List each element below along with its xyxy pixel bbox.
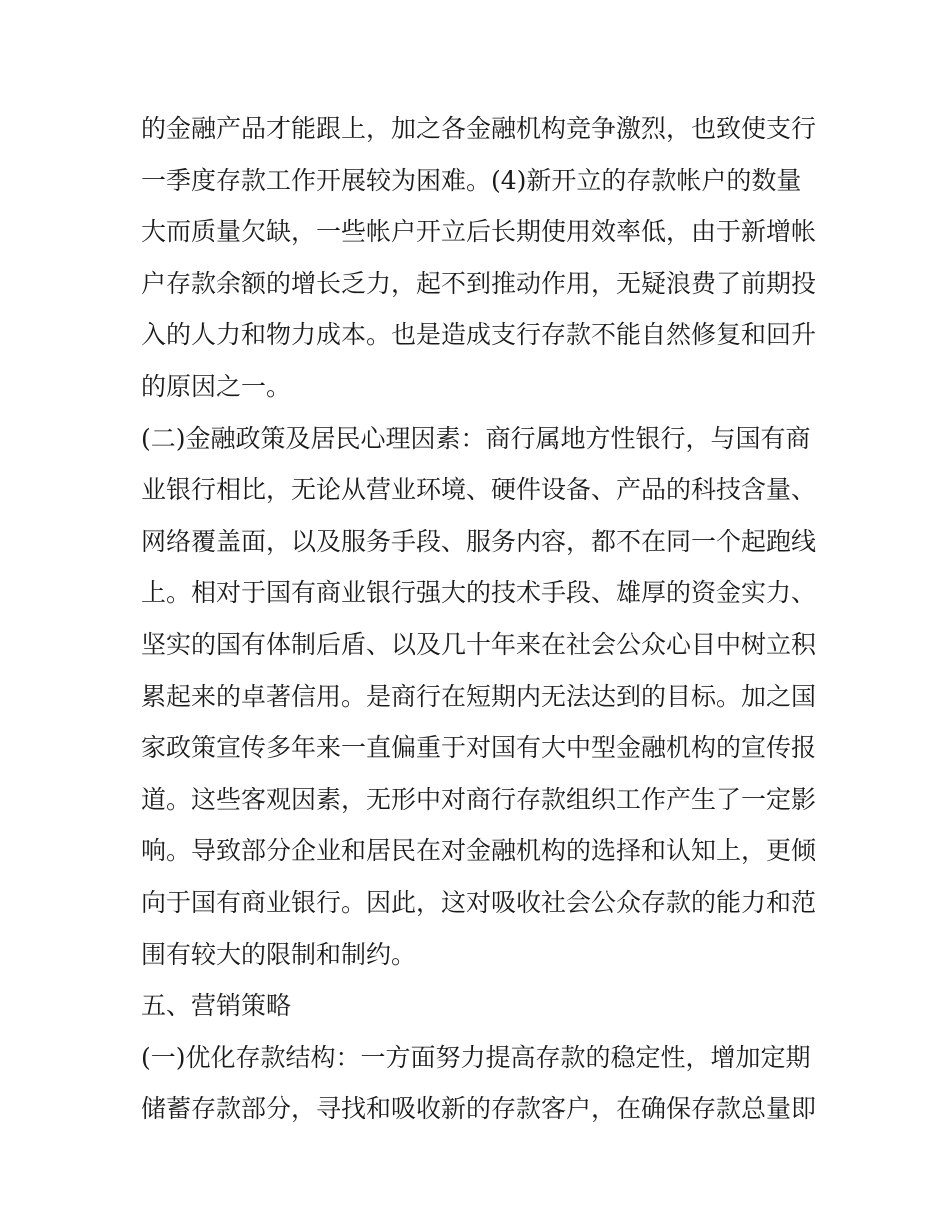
text-line: (二)金融政策及居民心理因素：商行属地方性银行，与国有商	[141, 423, 811, 453]
section-heading: 五、营销策略	[141, 991, 292, 1021]
text-line: 入的人力和物力成本。也是造成支行存款不能自然修复和回升	[141, 320, 817, 350]
text-line: (一)优化存款结构：一方面努力提高存款的稳定性，增加定期	[141, 1042, 811, 1072]
text-line: 储蓄存款部分，寻找和吸收新的存款客户，在确保存款总量即	[141, 1094, 817, 1124]
text-line: 累起来的卓著信用。是商行在短期内无法达到的目标。加之国	[141, 681, 817, 711]
text-line: 大而质量欠缺，一些帐户开立后长期使用效率低，由于新增帐	[141, 217, 817, 247]
text-line: 的原因之一。	[141, 371, 292, 401]
text-line: 上。相对于国有商业银行强大的技术手段、雄厚的资金实力、	[141, 578, 817, 608]
text-line: 网络覆盖面，以及服务手段、服务内容，都不在同一个起跑线	[141, 526, 817, 556]
body-text	[141, 103, 821, 1135]
text-line: 围有较大的限制和制约。	[141, 939, 417, 969]
text-line: 坚实的国有体制后盾、以及几十年来在社会公众心目中树立积	[141, 629, 817, 659]
text-line: 家政策宣传多年来一直偏重于对国有大中型金融机构的宣传报	[141, 733, 817, 763]
text-line: 一季度存款工作开展较为困难。(4)新开立的存款帐户的数量	[141, 165, 802, 195]
text-line: 业银行相比，无论从营业环境、硬件设备、产品的科技含量、	[141, 475, 817, 505]
text-line: 户存款余额的增长乏力，起不到推动作用，无疑浪费了前期投	[141, 268, 817, 298]
text-line: 响。导致部分企业和居民在对金融机构的选择和认知上，更倾	[141, 836, 817, 866]
text-line: 道。这些客观因素，无形中对商行存款组织工作产生了一定影	[141, 784, 817, 814]
text-line: 向于国有商业银行。因此，这对吸收社会公众存款的能力和范	[141, 887, 817, 917]
text-line: 的金融产品才能跟上，加之各金融机构竞争激烈，也致使支行	[141, 114, 817, 143]
